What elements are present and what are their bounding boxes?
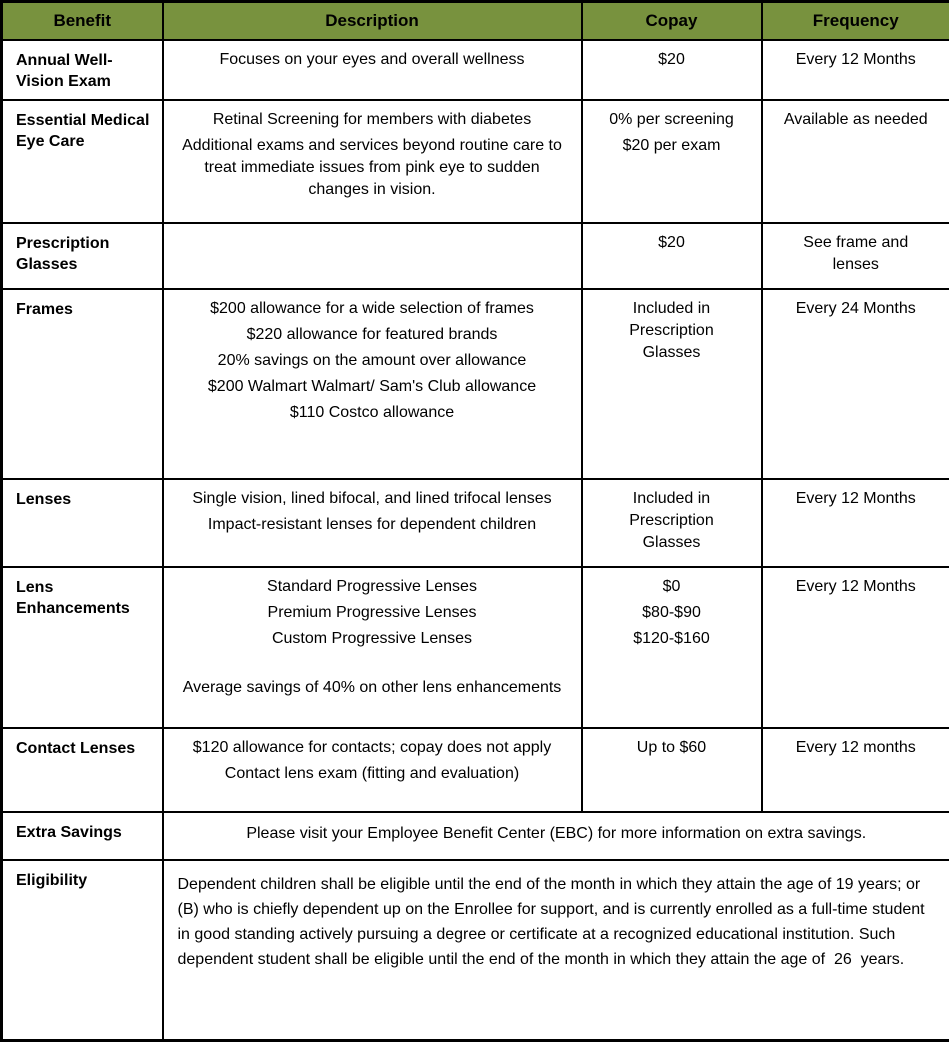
benefit-cell: Lenses	[2, 479, 163, 567]
benefit-cell: Contact Lenses	[2, 728, 163, 812]
description-line: Contact lens exam (fitting and evaluation)	[178, 763, 567, 785]
frequency-value: Every 24 Months	[769, 298, 944, 320]
description-line: $200 allowance for a wide selection of frames	[178, 298, 567, 320]
description-line: Additional exams and services beyond routine care to treat immediate issues from pink eye to sudden changes in vision.	[178, 135, 567, 201]
description-line: Single vision, lined bifocal, and lined trifocal lenses	[178, 488, 567, 510]
table-row	[2, 100, 949, 223]
copay-cell	[582, 40, 762, 100]
copay-line: 0% per screening	[591, 109, 753, 131]
description-line: Custom Progressive Lenses	[178, 628, 567, 650]
copay-line: Included in Prescription Glasses	[611, 488, 733, 554]
description-line: $200 Walmart Walmart/ Sam's Club allowance	[178, 376, 567, 398]
description-line: Focuses on your eyes and overall wellness	[178, 49, 567, 71]
description-cell	[163, 100, 582, 223]
table-row	[2, 479, 949, 567]
frequency-cell	[762, 100, 949, 223]
table-row	[2, 860, 949, 1041]
copay-line: Up to $60	[591, 737, 753, 759]
description-line: Standard Progressive Lenses	[178, 576, 567, 598]
description-cell	[163, 567, 582, 728]
frequency-value: Every 12 Months	[769, 488, 944, 510]
description-line: $120 allowance for contacts; copay does not apply	[178, 737, 567, 759]
description-line: Retinal Screening for members with diabetes	[178, 109, 567, 131]
benefit-cell: Frames	[2, 289, 163, 479]
frequency-cell	[762, 728, 949, 812]
copay-line: Included in Prescription Glasses	[611, 298, 733, 364]
frequency-value: Every 12 months	[769, 737, 944, 759]
extra-savings-cell	[163, 812, 949, 860]
frequency-value: Every 12 Months	[769, 576, 944, 598]
benefit-cell: Extra Savings	[2, 812, 163, 860]
header-frequency: Frequency	[762, 2, 949, 40]
header-copay: Copay	[582, 2, 762, 40]
eligibility-cell	[163, 860, 949, 1041]
benefit-cell: Lens Enhancements	[2, 567, 163, 728]
frequency-cell	[762, 567, 949, 728]
header-benefit: Benefit	[2, 2, 163, 40]
frequency-value: Available as needed	[769, 109, 944, 131]
table-row	[2, 289, 949, 479]
description-cell	[163, 223, 582, 289]
frequency-cell	[762, 289, 949, 479]
description-line: Average savings of 40% on other lens enhancements	[178, 677, 567, 699]
table-row	[2, 728, 949, 812]
description-line: Impact-resistant lenses for dependent children	[178, 514, 567, 536]
copay-line: $20 per exam	[591, 135, 753, 157]
frequency-value: See frame and lenses	[795, 232, 917, 276]
extra-savings-text: Please visit your Employee Benefit Center (EBC) for more information on extra savings.	[174, 823, 940, 845]
table-row	[2, 40, 949, 100]
benefit-cell: Annual Well-Vision Exam	[2, 40, 163, 100]
description-cell	[163, 40, 582, 100]
benefit-cell: Prescription Glasses	[2, 223, 163, 289]
description-line: 20% savings on the amount over allowance	[178, 350, 567, 372]
copay-cell	[582, 728, 762, 812]
copay-cell	[582, 100, 762, 223]
copay-cell	[582, 479, 762, 567]
table-row	[2, 567, 949, 728]
copay-line: $0	[591, 576, 753, 598]
benefit-cell: Eligibility	[2, 860, 163, 1041]
copay-line: $20	[591, 49, 753, 71]
copay-cell	[582, 289, 762, 479]
description-cell	[163, 728, 582, 812]
frequency-value: Every 12 Months	[769, 49, 944, 71]
benefit-cell: Essential Medical Eye Care	[2, 100, 163, 223]
frequency-cell	[762, 40, 949, 100]
table-row	[2, 812, 949, 860]
copay-cell	[582, 567, 762, 728]
table-row	[2, 223, 949, 289]
copay-cell	[582, 223, 762, 289]
eligibility-text: Dependent children shall be eligible until the end of the month in which they attain the age of 19 years; or (B) who is chiefly dependent up on the Enrollee for support, and is currently enrolled as a full-time student in good standing actively pursuing a degree or certificate at a recognized educational institution. Such dependent student shall be eligible until the end of the month in which they attain the age of 26 years.	[178, 872, 936, 972]
frequency-cell	[762, 223, 949, 289]
copay-line: $80-$90	[591, 602, 753, 624]
header-description: Description	[163, 2, 582, 40]
header-row	[2, 2, 949, 40]
frequency-cell	[762, 479, 949, 567]
description-cell	[163, 289, 582, 479]
copay-line: $20	[591, 232, 753, 254]
description-line: Premium Progressive Lenses	[178, 602, 567, 624]
copay-line: $120-$160	[591, 628, 753, 650]
description-cell	[163, 479, 582, 567]
description-line: $110 Costco allowance	[178, 402, 567, 424]
description-line: $220 allowance for featured brands	[178, 324, 567, 346]
